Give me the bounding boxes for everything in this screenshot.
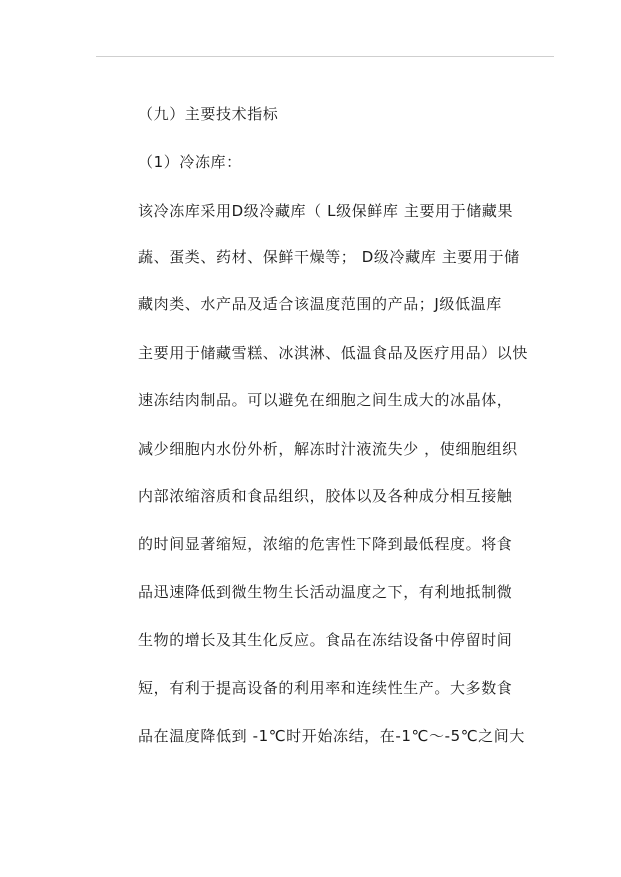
paragraph-line: 藏肉类、水产品及适合该温度范围的产品；J级低温库	[138, 295, 502, 313]
paragraph-line: 的时间显著缩短，浓缩的危害性下降到最低程度。将食	[138, 535, 513, 553]
subsection-heading: （1）冷冻库：	[138, 153, 242, 171]
header-divider	[96, 56, 554, 57]
paragraph-line: 短，有利于提高设备的利用率和连续性生产。大多数食	[138, 679, 513, 697]
paragraph-line: 减少细胞内水份外析，解冻时汁液流失少 ，使细胞组织	[138, 440, 518, 458]
paragraph-line: 速冻结肉制品。可以避免在细胞之间生成大的冰晶体，	[138, 391, 513, 409]
paragraph-line: 品迅速降低到微生物生长活动温度之下，有利地抵制微	[138, 583, 513, 601]
paragraph-line: 主要用于储藏雪糕、冰淇淋、低温食品及医疗用品）以快	[138, 344, 529, 362]
paragraph-line: 内部浓缩溶质和食品组织，胶体以及各种成分相互接触	[138, 487, 513, 505]
section-heading: （九）主要技术指标	[138, 105, 279, 123]
paragraph-line: 蔬、蛋类、药材、保鲜干燥等； D级冷藏库 主要用于储	[138, 248, 520, 266]
paragraph-line: 该冷冻库采用D级冷藏库（ L级保鲜库 主要用于储藏果	[138, 202, 514, 220]
paragraph-line: 品在温度降低到 -1℃时开始冻结，在-1℃～-5℃之间大	[138, 727, 525, 745]
paragraph-line: 生物的增长及其生化反应。食品在冻结设备中停留时间	[138, 631, 513, 649]
